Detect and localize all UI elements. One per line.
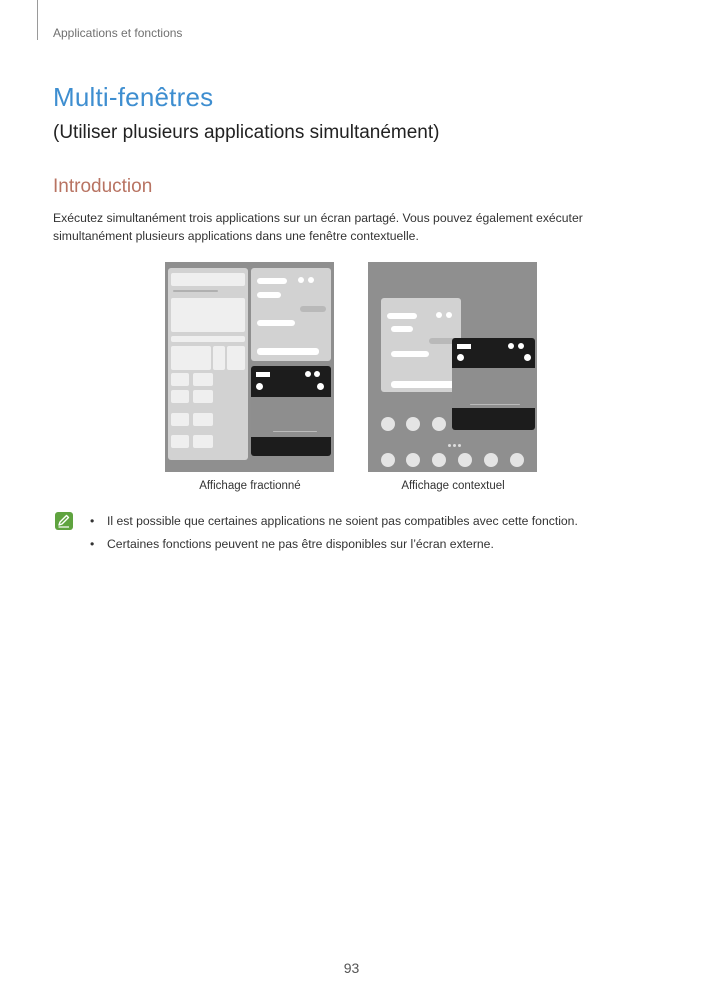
section-heading: Introduction: [53, 176, 153, 197]
page-subtitle: (Utiliser plusieurs applications simultanément): [53, 122, 440, 143]
note-icon: [55, 512, 73, 530]
page-number: 93: [343, 960, 360, 976]
chat-app-panel: [251, 268, 331, 361]
notes-list: [90, 510, 578, 556]
camera-popup-panel: [452, 338, 535, 430]
note-item: • Il est possible que certaines applications ne soient pas compatibles avec cette fonction.: [90, 510, 578, 533]
left-app-panel: [168, 268, 248, 460]
margin-rule: [37, 0, 38, 40]
page-title: Multi-fenêtres: [53, 82, 214, 112]
intro-paragraph: Exécutez simultanément trois applications sur un écran partagé. Vous pouvez également exécuter simultanément plusieurs applications dans une fenêtre contextuelle.: [53, 211, 583, 243]
split-view-illustration: [165, 262, 334, 472]
figure-caption-split: Affichage fractionné: [199, 480, 301, 492]
breadcrumb: Applications et fonctions: [53, 26, 183, 40]
figure-caption-popup: Affichage contextuel: [401, 480, 505, 492]
chat-popup-panel: [381, 298, 461, 392]
popup-view-illustration: [368, 262, 537, 472]
note-item: • Certaines fonctions peuvent ne pas être disponibles sur l’écran externe.: [90, 533, 578, 556]
camera-app-panel: [251, 366, 331, 456]
